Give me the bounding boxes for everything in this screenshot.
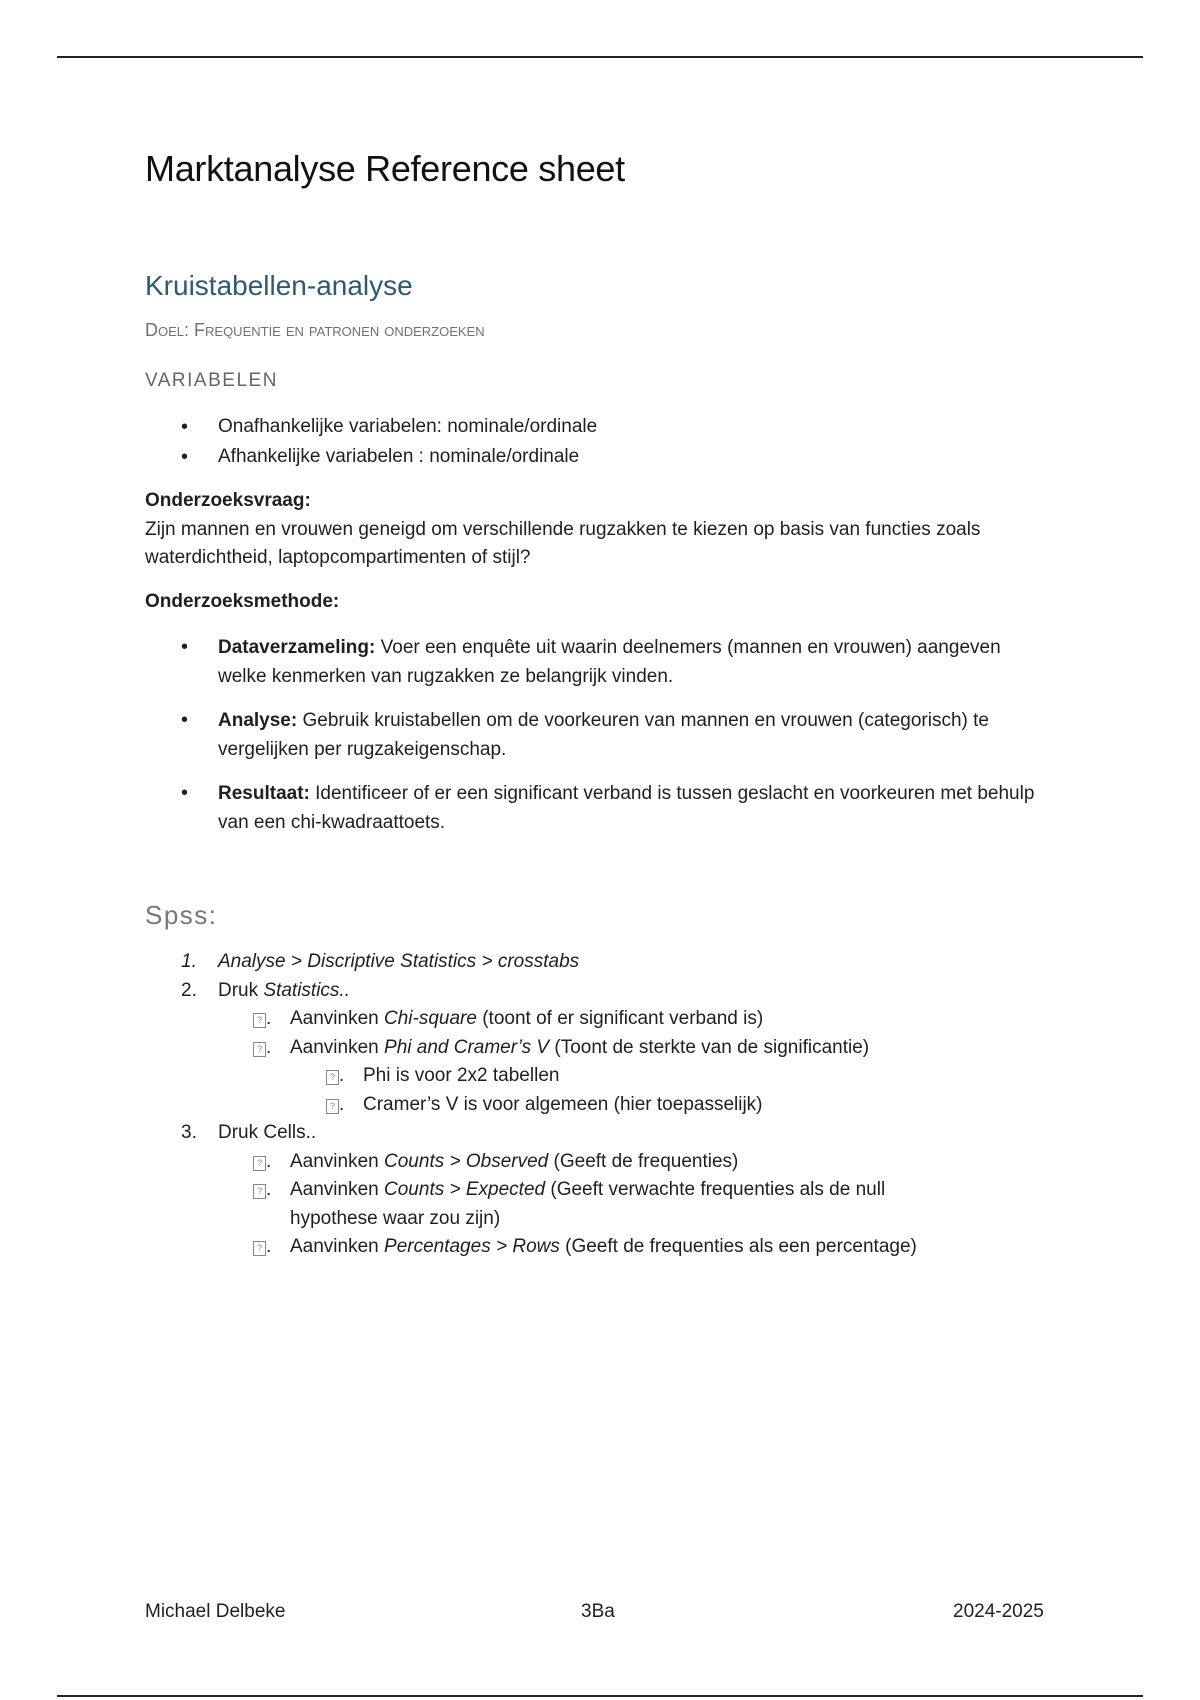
list-item	[145, 633, 1045, 691]
sub-text: Phi is voor 2x2 tabellen	[363, 1065, 560, 1086]
sub-text: (Geeft de frequenties als een percentage)	[559, 1236, 917, 1257]
sub-text: Aanvinken	[290, 1008, 385, 1029]
sub-emphasis: Percentages > Rows	[384, 1236, 560, 1257]
variables-list	[145, 412, 1045, 472]
sub-text: hypothese waar zou zijn)	[290, 1207, 501, 1229]
checkbox-icon: ? .	[253, 1148, 271, 1177]
sub-emphasis: Chi-square	[384, 1008, 477, 1029]
step-3	[145, 1119, 1045, 1148]
section-title: Kruistabellen-analyse	[145, 270, 413, 301]
step-text: Druk Cells..	[218, 1122, 317, 1143]
checkbox-icon: ? .	[253, 1233, 271, 1262]
sub-text: (Geeft de frequenties)	[548, 1150, 739, 1172]
spss-heading: Spss:	[145, 900, 218, 930]
checkbox-icon: ? .	[253, 1176, 271, 1205]
sub-text: (Toont de sterkte van de significantie)	[549, 1036, 870, 1058]
step-2-sub-2a	[145, 1062, 1045, 1091]
header-rule	[57, 56, 1143, 58]
checkbox-icon: ? .	[253, 1005, 271, 1034]
step-text: Analyse > Discriptive Statistics > crosstabs	[218, 951, 580, 972]
step-number: 3.	[181, 1122, 197, 1143]
footer-year: 2024-2025	[953, 1601, 1044, 1622]
step-3-sub-2-cont	[145, 1205, 1045, 1234]
method-item-label: Analyse:	[218, 710, 298, 731]
sub-text: Aanvinken	[290, 1150, 385, 1172]
checkbox-icon: ? .	[326, 1091, 344, 1120]
footer-class: 3Ba	[581, 1601, 615, 1622]
list-item: • Afhankelijke variabelen : nominale/ordinale	[145, 442, 1045, 472]
list-item	[145, 779, 1045, 837]
method-item-text: Gebruik kruistabellen om de voorkeuren van mannen en vrouwen (categorisch) te vergelijken per rugzakeigenschap.	[218, 710, 989, 760]
list-item	[145, 706, 1045, 764]
step-text: Druk	[218, 979, 264, 1001]
step-1	[145, 948, 1045, 977]
step-number: 1.	[181, 951, 197, 972]
method-item-label: Resultaat:	[218, 783, 310, 804]
step-2	[145, 977, 1045, 1006]
method-label: Onderzoeksmethode:	[145, 591, 340, 612]
list-item: • Onafhankelijke variabelen: nominale/ordinale	[145, 412, 1045, 442]
method-item-text: Voer een enquête uit waarin deelnemers (mannen en vrouwen) aangeven welke kenmerken van rugzakken ze belangrijk vinden.	[218, 637, 1001, 687]
sub-emphasis: Counts > Observed	[384, 1150, 549, 1172]
step-3-sub-2	[145, 1176, 1045, 1205]
method-item-text: Identificeer of er een significant verband is tussen geslacht en voorkeuren met behulp van een chi-kwadraattoets.	[218, 783, 1035, 833]
document-title: Marktanalyse Reference sheet	[145, 148, 625, 189]
sub-text: Aanvinken	[290, 1179, 385, 1200]
checkbox-icon: ? .	[326, 1062, 344, 1091]
step-3-sub-3	[145, 1233, 1045, 1262]
method-list	[145, 633, 1045, 852]
footer-author: Michael Delbeke	[145, 1601, 286, 1622]
sub-text: (Geeft verwachte frequenties als de null	[545, 1179, 886, 1200]
section-subtitle: Doel: Frequentie en patronen onderzoeken	[145, 320, 485, 340]
sub-text: (toont of er significant verband is)	[476, 1008, 764, 1029]
sub-text: Aanvinken	[290, 1036, 385, 1058]
step-2-sub-2b	[145, 1091, 1045, 1120]
sub-emphasis: Phi and Cramer’s V	[384, 1036, 550, 1058]
method-item-label: Dataverzameling:	[218, 637, 376, 658]
footer-rule	[57, 1695, 1143, 1697]
variables-heading: VARIABELEN	[145, 370, 278, 391]
spss-steps	[145, 948, 1045, 1262]
step-2-sub-1	[145, 1005, 1045, 1034]
question-text: Zijn mannen en vrouwen geneigd om verschillende rugzakken te kiezen op basis van functies zoals waterdichtheid, laptopcompartimenten of stijl?	[145, 519, 981, 568]
step-emphasis: Statistics..	[263, 979, 350, 1001]
sub-text: Aanvinken	[290, 1236, 385, 1257]
question-label: Onderzoeksvraag:	[145, 490, 311, 511]
sub-emphasis: Counts > Expected	[384, 1179, 546, 1200]
step-number: 2.	[181, 979, 197, 1001]
step-3-sub-1	[145, 1148, 1045, 1177]
step-2-sub-2	[145, 1034, 1045, 1063]
checkbox-icon: ? .	[253, 1034, 271, 1063]
sub-text: Cramer’s V is voor algemeen (hier toepasselijk)	[363, 1093, 763, 1115]
